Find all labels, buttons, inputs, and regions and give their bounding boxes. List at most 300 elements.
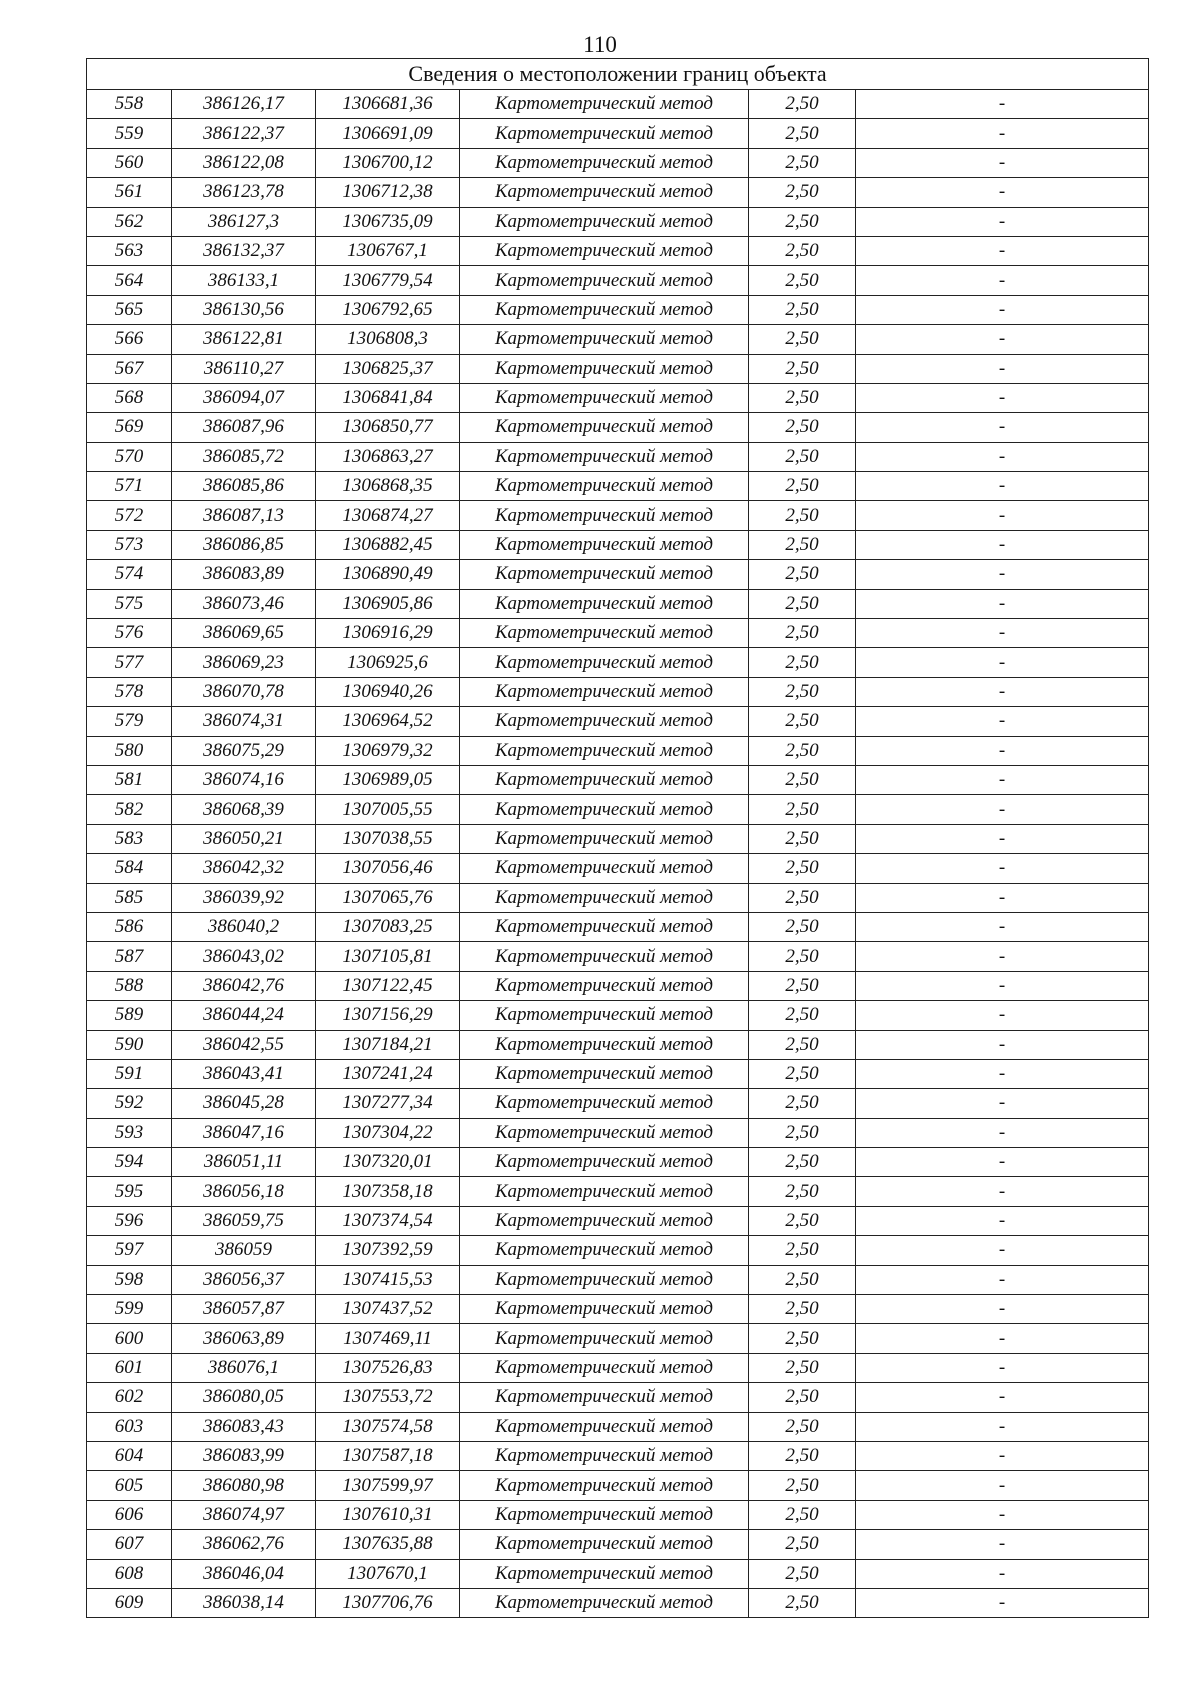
precision-cell: 2,50 [749, 1530, 856, 1559]
method-cell: Картометрический метод [460, 1148, 749, 1177]
description-cell: - [856, 1559, 1149, 1588]
x-coordinate-cell: 386069,23 [172, 648, 316, 677]
point-number-cell: 598 [87, 1265, 172, 1294]
method-cell: Картометрический метод [460, 266, 749, 295]
table-row [87, 1500, 1149, 1529]
point-number-cell: 608 [87, 1559, 172, 1588]
x-coordinate-cell: 386080,98 [172, 1471, 316, 1500]
description-cell: - [856, 207, 1149, 236]
method-cell: Картометрический метод [460, 1588, 749, 1617]
x-coordinate-cell: 386042,55 [172, 1030, 316, 1059]
description-cell: - [856, 1206, 1149, 1235]
table-row [87, 1089, 1149, 1118]
point-number-cell: 582 [87, 795, 172, 824]
x-coordinate-cell: 386051,11 [172, 1148, 316, 1177]
precision-cell: 2,50 [749, 354, 856, 383]
description-cell: - [856, 589, 1149, 618]
precision-cell: 2,50 [749, 1089, 856, 1118]
point-number-cell: 589 [87, 1001, 172, 1030]
table-title: Сведения о местоположении границ объекта [87, 59, 1149, 90]
x-coordinate-cell: 386043,41 [172, 1059, 316, 1088]
description-cell: - [856, 530, 1149, 559]
method-cell: Картометрический метод [460, 1295, 749, 1324]
point-number-cell: 580 [87, 736, 172, 765]
y-coordinate-cell: 1307526,83 [316, 1353, 460, 1382]
x-coordinate-cell: 386059,75 [172, 1206, 316, 1235]
description-cell: - [856, 266, 1149, 295]
precision-cell: 2,50 [749, 1559, 856, 1588]
table-row [87, 560, 1149, 589]
y-coordinate-cell: 1306808,3 [316, 325, 460, 354]
point-number-cell: 588 [87, 971, 172, 1000]
table-row [87, 1471, 1149, 1500]
method-cell: Картометрический метод [460, 765, 749, 794]
precision-cell: 2,50 [749, 1265, 856, 1294]
x-coordinate-cell: 386074,97 [172, 1500, 316, 1529]
precision-cell: 2,50 [749, 1177, 856, 1206]
method-cell: Картометрический метод [460, 1324, 749, 1353]
y-coordinate-cell: 1306925,6 [316, 648, 460, 677]
x-coordinate-cell: 386086,85 [172, 530, 316, 559]
point-number-cell: 585 [87, 883, 172, 912]
table-row [87, 1295, 1149, 1324]
precision-cell: 2,50 [749, 119, 856, 148]
y-coordinate-cell: 1307587,18 [316, 1441, 460, 1470]
table-row [87, 619, 1149, 648]
point-number-cell: 593 [87, 1118, 172, 1147]
y-coordinate-cell: 1307083,25 [316, 912, 460, 941]
y-coordinate-cell: 1307635,88 [316, 1530, 460, 1559]
point-number-cell: 579 [87, 707, 172, 736]
method-cell: Картометрический метод [460, 912, 749, 941]
point-number-cell: 577 [87, 648, 172, 677]
table-row [87, 707, 1149, 736]
x-coordinate-cell: 386074,31 [172, 707, 316, 736]
description-cell: - [856, 736, 1149, 765]
description-cell: - [856, 383, 1149, 412]
precision-cell: 2,50 [749, 648, 856, 677]
precision-cell: 2,50 [749, 1383, 856, 1412]
description-cell: - [856, 354, 1149, 383]
precision-cell: 2,50 [749, 1471, 856, 1500]
table-row [87, 1324, 1149, 1353]
y-coordinate-cell: 1306989,05 [316, 765, 460, 794]
table-row [87, 589, 1149, 618]
y-coordinate-cell: 1306905,86 [316, 589, 460, 618]
description-cell: - [856, 178, 1149, 207]
y-coordinate-cell: 1306841,84 [316, 383, 460, 412]
description-cell: - [856, 1471, 1149, 1500]
point-number-cell: 594 [87, 1148, 172, 1177]
y-coordinate-cell: 1307706,76 [316, 1588, 460, 1617]
precision-cell: 2,50 [749, 1441, 856, 1470]
y-coordinate-cell: 1306735,09 [316, 207, 460, 236]
method-cell: Картометрический метод [460, 795, 749, 824]
x-coordinate-cell: 386069,65 [172, 619, 316, 648]
point-number-cell: 606 [87, 1500, 172, 1529]
point-number-cell: 604 [87, 1441, 172, 1470]
x-coordinate-cell: 386126,17 [172, 90, 316, 119]
y-coordinate-cell: 1307156,29 [316, 1001, 460, 1030]
point-number-cell: 605 [87, 1471, 172, 1500]
precision-cell: 2,50 [749, 530, 856, 559]
table-row [87, 413, 1149, 442]
x-coordinate-cell: 386083,99 [172, 1441, 316, 1470]
method-cell: Картометрический метод [460, 325, 749, 354]
point-number-cell: 601 [87, 1353, 172, 1382]
description-cell: - [856, 236, 1149, 265]
precision-cell: 2,50 [749, 472, 856, 501]
point-number-cell: 571 [87, 472, 172, 501]
x-coordinate-cell: 386083,43 [172, 1412, 316, 1441]
x-coordinate-cell: 386133,1 [172, 266, 316, 295]
x-coordinate-cell: 386087,13 [172, 501, 316, 530]
method-cell: Картометрический метод [460, 971, 749, 1000]
table-row [87, 1236, 1149, 1265]
x-coordinate-cell: 386073,46 [172, 589, 316, 618]
method-cell: Картометрический метод [460, 560, 749, 589]
method-cell: Картометрический метод [460, 90, 749, 119]
precision-cell: 2,50 [749, 1030, 856, 1059]
precision-cell: 2,50 [749, 442, 856, 471]
x-coordinate-cell: 386062,76 [172, 1530, 316, 1559]
description-cell: - [856, 1030, 1149, 1059]
precision-cell: 2,50 [749, 619, 856, 648]
x-coordinate-cell: 386080,05 [172, 1383, 316, 1412]
precision-cell: 2,50 [749, 1206, 856, 1235]
description-cell: - [856, 1588, 1149, 1617]
point-number-cell: 586 [87, 912, 172, 941]
description-cell: - [856, 824, 1149, 853]
point-number-cell: 558 [87, 90, 172, 119]
y-coordinate-cell: 1306874,27 [316, 501, 460, 530]
method-cell: Картометрический метод [460, 1001, 749, 1030]
table-row [87, 501, 1149, 530]
point-number-cell: 560 [87, 148, 172, 177]
point-number-cell: 569 [87, 413, 172, 442]
y-coordinate-cell: 1307277,34 [316, 1089, 460, 1118]
x-coordinate-cell: 386046,04 [172, 1559, 316, 1588]
y-coordinate-cell: 1307241,24 [316, 1059, 460, 1088]
table-row [87, 1148, 1149, 1177]
description-cell: - [856, 90, 1149, 119]
method-cell: Картометрический метод [460, 1353, 749, 1382]
description-cell: - [856, 295, 1149, 324]
description-cell: - [856, 765, 1149, 794]
method-cell: Картометрический метод [460, 854, 749, 883]
method-cell: Картометрический метод [460, 736, 749, 765]
table-body [87, 90, 1149, 1618]
point-number-cell: 574 [87, 560, 172, 589]
y-coordinate-cell: 1306863,27 [316, 442, 460, 471]
precision-cell: 2,50 [749, 1059, 856, 1088]
x-coordinate-cell: 386040,2 [172, 912, 316, 941]
x-coordinate-cell: 386076,1 [172, 1353, 316, 1382]
y-coordinate-cell: 1306779,54 [316, 266, 460, 295]
point-number-cell: 597 [87, 1236, 172, 1265]
description-cell: - [856, 942, 1149, 971]
description-cell: - [856, 619, 1149, 648]
description-cell: - [856, 325, 1149, 354]
precision-cell: 2,50 [749, 501, 856, 530]
x-coordinate-cell: 386087,96 [172, 413, 316, 442]
point-number-cell: 591 [87, 1059, 172, 1088]
x-coordinate-cell: 386130,56 [172, 295, 316, 324]
table-row [87, 148, 1149, 177]
table-row [87, 1412, 1149, 1441]
table-row [87, 1353, 1149, 1382]
y-coordinate-cell: 1306792,65 [316, 295, 460, 324]
table-row [87, 207, 1149, 236]
precision-cell: 2,50 [749, 1500, 856, 1529]
description-cell: - [856, 560, 1149, 589]
point-number-cell: 599 [87, 1295, 172, 1324]
description-cell: - [856, 912, 1149, 941]
method-cell: Картометрический метод [460, 207, 749, 236]
y-coordinate-cell: 1307599,97 [316, 1471, 460, 1500]
table-row [87, 472, 1149, 501]
table-row [87, 883, 1149, 912]
point-number-cell: 609 [87, 1588, 172, 1617]
description-cell: - [856, 1118, 1149, 1147]
method-cell: Картометрический метод [460, 1265, 749, 1294]
method-cell: Картометрический метод [460, 1530, 749, 1559]
precision-cell: 2,50 [749, 148, 856, 177]
y-coordinate-cell: 1307056,46 [316, 854, 460, 883]
method-cell: Картометрический метод [460, 354, 749, 383]
y-coordinate-cell: 1307610,31 [316, 1500, 460, 1529]
precision-cell: 2,50 [749, 1118, 856, 1147]
method-cell: Картометрический метод [460, 413, 749, 442]
point-number-cell: 602 [87, 1383, 172, 1412]
y-coordinate-cell: 1307415,53 [316, 1265, 460, 1294]
point-number-cell: 581 [87, 765, 172, 794]
table-row [87, 677, 1149, 706]
method-cell: Картометрический метод [460, 178, 749, 207]
table-row [87, 178, 1149, 207]
x-coordinate-cell: 386132,37 [172, 236, 316, 265]
table-row [87, 1118, 1149, 1147]
y-coordinate-cell: 1307358,18 [316, 1177, 460, 1206]
table-row [87, 295, 1149, 324]
table-row [87, 971, 1149, 1000]
description-cell: - [856, 501, 1149, 530]
x-coordinate-cell: 386110,27 [172, 354, 316, 383]
description-cell: - [856, 648, 1149, 677]
table-row [87, 912, 1149, 941]
description-cell: - [856, 1089, 1149, 1118]
method-cell: Картометрический метод [460, 236, 749, 265]
y-coordinate-cell: 1306700,12 [316, 148, 460, 177]
precision-cell: 2,50 [749, 236, 856, 265]
x-coordinate-cell: 386122,37 [172, 119, 316, 148]
y-coordinate-cell: 1306767,1 [316, 236, 460, 265]
point-number-cell: 570 [87, 442, 172, 471]
table-row [87, 1030, 1149, 1059]
point-number-cell: 567 [87, 354, 172, 383]
description-cell: - [856, 1530, 1149, 1559]
description-cell: - [856, 1383, 1149, 1412]
method-cell: Картометрический метод [460, 1059, 749, 1088]
x-coordinate-cell: 386056,18 [172, 1177, 316, 1206]
point-number-cell: 561 [87, 178, 172, 207]
precision-cell: 2,50 [749, 795, 856, 824]
table-row [87, 1441, 1149, 1470]
precision-cell: 2,50 [749, 325, 856, 354]
y-coordinate-cell: 1306868,35 [316, 472, 460, 501]
y-coordinate-cell: 1307105,81 [316, 942, 460, 971]
table-row [87, 383, 1149, 412]
method-cell: Картометрический метод [460, 1206, 749, 1235]
table-row [87, 1559, 1149, 1588]
y-coordinate-cell: 1307469,11 [316, 1324, 460, 1353]
x-coordinate-cell: 386043,02 [172, 942, 316, 971]
point-number-cell: 600 [87, 1324, 172, 1353]
y-coordinate-cell: 1307005,55 [316, 795, 460, 824]
description-cell: - [856, 971, 1149, 1000]
precision-cell: 2,50 [749, 1148, 856, 1177]
x-coordinate-cell: 386044,24 [172, 1001, 316, 1030]
method-cell: Картометрический метод [460, 383, 749, 412]
precision-cell: 2,50 [749, 824, 856, 853]
table-row [87, 1530, 1149, 1559]
point-number-cell: 583 [87, 824, 172, 853]
description-cell: - [856, 1353, 1149, 1382]
y-coordinate-cell: 1306916,29 [316, 619, 460, 648]
table-row [87, 854, 1149, 883]
x-coordinate-cell: 386059 [172, 1236, 316, 1265]
x-coordinate-cell: 386042,76 [172, 971, 316, 1000]
point-number-cell: 576 [87, 619, 172, 648]
point-number-cell: 590 [87, 1030, 172, 1059]
x-coordinate-cell: 386122,08 [172, 148, 316, 177]
point-number-cell: 559 [87, 119, 172, 148]
description-cell: - [856, 148, 1149, 177]
method-cell: Картометрический метод [460, 589, 749, 618]
y-coordinate-cell: 1306825,37 [316, 354, 460, 383]
point-number-cell: 578 [87, 677, 172, 706]
table-row [87, 736, 1149, 765]
y-coordinate-cell: 1307304,22 [316, 1118, 460, 1147]
precision-cell: 2,50 [749, 1236, 856, 1265]
description-cell: - [856, 795, 1149, 824]
precision-cell: 2,50 [749, 266, 856, 295]
method-cell: Картометрический метод [460, 1177, 749, 1206]
table-row [87, 266, 1149, 295]
point-number-cell: 563 [87, 236, 172, 265]
x-coordinate-cell: 386074,16 [172, 765, 316, 794]
point-number-cell: 595 [87, 1177, 172, 1206]
description-cell: - [856, 1324, 1149, 1353]
description-cell: - [856, 707, 1149, 736]
y-coordinate-cell: 1307122,45 [316, 971, 460, 1000]
table-row [87, 325, 1149, 354]
description-cell: - [856, 472, 1149, 501]
point-number-cell: 573 [87, 530, 172, 559]
y-coordinate-cell: 1306691,09 [316, 119, 460, 148]
method-cell: Картометрический метод [460, 501, 749, 530]
x-coordinate-cell: 386057,87 [172, 1295, 316, 1324]
table-row [87, 648, 1149, 677]
x-coordinate-cell: 386070,78 [172, 677, 316, 706]
description-cell: - [856, 854, 1149, 883]
precision-cell: 2,50 [749, 854, 856, 883]
method-cell: Картометрический метод [460, 824, 749, 853]
y-coordinate-cell: 1306979,32 [316, 736, 460, 765]
precision-cell: 2,50 [749, 912, 856, 941]
table-row [87, 824, 1149, 853]
precision-cell: 2,50 [749, 589, 856, 618]
precision-cell: 2,50 [749, 736, 856, 765]
x-coordinate-cell: 386038,14 [172, 1588, 316, 1617]
precision-cell: 2,50 [749, 677, 856, 706]
y-coordinate-cell: 1306882,45 [316, 530, 460, 559]
description-cell: - [856, 1265, 1149, 1294]
description-cell: - [856, 1059, 1149, 1088]
description-cell: - [856, 1177, 1149, 1206]
table-row [87, 354, 1149, 383]
table-row [87, 1177, 1149, 1206]
method-cell: Картометрический метод [460, 530, 749, 559]
method-cell: Картометрический метод [460, 1412, 749, 1441]
table-row [87, 1001, 1149, 1030]
method-cell: Картометрический метод [460, 619, 749, 648]
table-row [87, 1265, 1149, 1294]
precision-cell: 2,50 [749, 383, 856, 412]
y-coordinate-cell: 1306940,26 [316, 677, 460, 706]
precision-cell: 2,50 [749, 1295, 856, 1324]
method-cell: Картометрический метод [460, 1383, 749, 1412]
x-coordinate-cell: 386123,78 [172, 178, 316, 207]
table-row [87, 442, 1149, 471]
precision-cell: 2,50 [749, 765, 856, 794]
point-number-cell: 603 [87, 1412, 172, 1441]
description-cell: - [856, 1295, 1149, 1324]
y-coordinate-cell: 1307184,21 [316, 1030, 460, 1059]
precision-cell: 2,50 [749, 413, 856, 442]
method-cell: Картометрический метод [460, 1118, 749, 1147]
description-cell: - [856, 1148, 1149, 1177]
y-coordinate-cell: 1307038,55 [316, 824, 460, 853]
description-cell: - [856, 677, 1149, 706]
point-number-cell: 575 [87, 589, 172, 618]
y-coordinate-cell: 1307374,54 [316, 1206, 460, 1235]
method-cell: Картометрический метод [460, 1559, 749, 1588]
method-cell: Картометрический метод [460, 677, 749, 706]
precision-cell: 2,50 [749, 1001, 856, 1030]
x-coordinate-cell: 386094,07 [172, 383, 316, 412]
precision-cell: 2,50 [749, 178, 856, 207]
table-row [87, 236, 1149, 265]
description-cell: - [856, 1236, 1149, 1265]
x-coordinate-cell: 386045,28 [172, 1089, 316, 1118]
method-cell: Картометрический метод [460, 1500, 749, 1529]
precision-cell: 2,50 [749, 90, 856, 119]
description-cell: - [856, 883, 1149, 912]
method-cell: Картометрический метод [460, 442, 749, 471]
point-number-cell: 607 [87, 1530, 172, 1559]
precision-cell: 2,50 [749, 971, 856, 1000]
x-coordinate-cell: 386050,21 [172, 824, 316, 853]
x-coordinate-cell: 386127,3 [172, 207, 316, 236]
point-number-cell: 564 [87, 266, 172, 295]
method-cell: Картометрический метод [460, 1441, 749, 1470]
y-coordinate-cell: 1306712,38 [316, 178, 460, 207]
table-row [87, 765, 1149, 794]
point-number-cell: 565 [87, 295, 172, 324]
x-coordinate-cell: 386063,89 [172, 1324, 316, 1353]
y-coordinate-cell: 1306890,49 [316, 560, 460, 589]
